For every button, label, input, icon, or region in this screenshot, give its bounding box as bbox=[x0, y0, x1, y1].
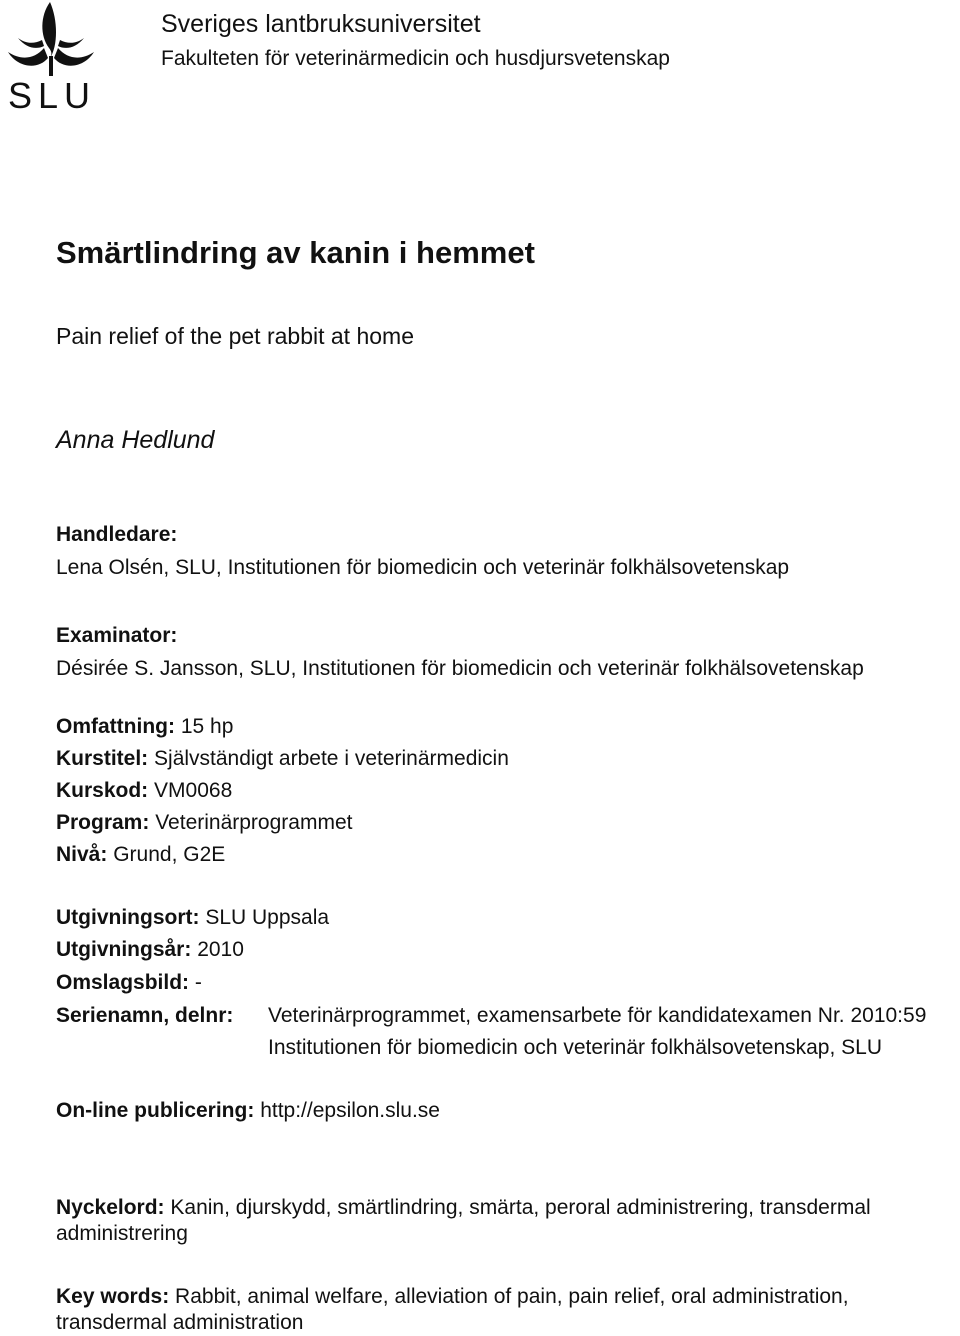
slu-emblem-icon bbox=[8, 2, 94, 76]
year-value: 2010 bbox=[197, 938, 244, 961]
online-link[interactable]: http://epsilon.slu.se bbox=[260, 1099, 440, 1122]
place-value: SLU Uppsala bbox=[205, 906, 330, 929]
examiner-value: Désirée S. Jansson, SLU, Institutionen för biomedicin och veterinär folkhälsovetenskap bbox=[56, 657, 864, 680]
online-label: On-line publicering: bbox=[56, 1099, 255, 1122]
keywords-sv-label: Nyckelord: bbox=[56, 1196, 165, 1219]
slu-logo bbox=[4, 2, 100, 112]
faculty-name: Fakulteten för veterinärmedicin och husdjursvetenskap bbox=[161, 47, 670, 70]
scope-label: Omfattning: bbox=[56, 715, 175, 738]
author-name: Anna Hedlund bbox=[56, 426, 215, 454]
year-label: Utgivningsår: bbox=[56, 938, 192, 961]
cover-value: - bbox=[194, 971, 202, 994]
page-title: Smärtlindring av kanin i hemmet bbox=[56, 235, 535, 270]
place-row bbox=[56, 905, 329, 931]
online-row bbox=[56, 1098, 440, 1124]
level-row bbox=[56, 842, 225, 868]
scope-value: 15 hp bbox=[180, 715, 234, 738]
scope-row bbox=[56, 714, 233, 740]
page-subtitle: Pain relief of the pet rabbit at home bbox=[56, 323, 414, 349]
program-label: Program: bbox=[56, 811, 150, 834]
year-row bbox=[56, 937, 244, 963]
logo-text: SLU bbox=[7, 75, 97, 112]
program-value: Veterinärprogrammet bbox=[155, 811, 353, 834]
keywords-en-value: Rabbit, animal welfare, alleviation of pain, pain relief, oral administration, transdermal administration bbox=[56, 1285, 849, 1334]
place-label: Utgivningsort: bbox=[56, 906, 200, 929]
course-title-row bbox=[56, 746, 509, 772]
series-line-1: Veterinärprogrammet, examensarbete för kandidatexamen Nr. 2010:59 bbox=[268, 1004, 927, 1027]
keywords-en-label: Key words: bbox=[56, 1285, 170, 1308]
keywords-swedish bbox=[56, 1195, 960, 1247]
level-label: Nivå: bbox=[56, 843, 108, 866]
university-name: Sveriges lantbruksuniversitet bbox=[161, 10, 481, 38]
series-label: Serienamn, delnr: bbox=[56, 1004, 234, 1027]
supervisor-value: Lena Olsén, SLU, Institutionen för biomedicin och veterinär folkhälsovetenskap bbox=[56, 556, 790, 579]
program-row bbox=[56, 810, 352, 836]
course-title-label: Kurstitel: bbox=[56, 747, 149, 770]
level-value: Grund, G2E bbox=[113, 843, 226, 866]
course-code-value: VM0068 bbox=[154, 779, 233, 802]
supervisor-label: Handledare: bbox=[56, 523, 178, 546]
cover-row bbox=[56, 970, 202, 996]
series-line-2: Institutionen för biomedicin och veterinär folkhälsovetenskap, SLU bbox=[268, 1036, 883, 1059]
keywords-sv-value: Kanin, djurskydd, smärtlindring, smärta, peroral administrering, transdermal administrering bbox=[56, 1196, 871, 1245]
course-code-label: Kurskod: bbox=[56, 779, 149, 802]
keywords-english bbox=[56, 1284, 960, 1336]
examiner-label: Examinator: bbox=[56, 624, 178, 647]
course-title-value: Självständigt arbete i veterinärmedicin bbox=[154, 747, 509, 770]
cover-label: Omslagsbild: bbox=[56, 971, 190, 994]
course-code-row bbox=[56, 778, 232, 804]
